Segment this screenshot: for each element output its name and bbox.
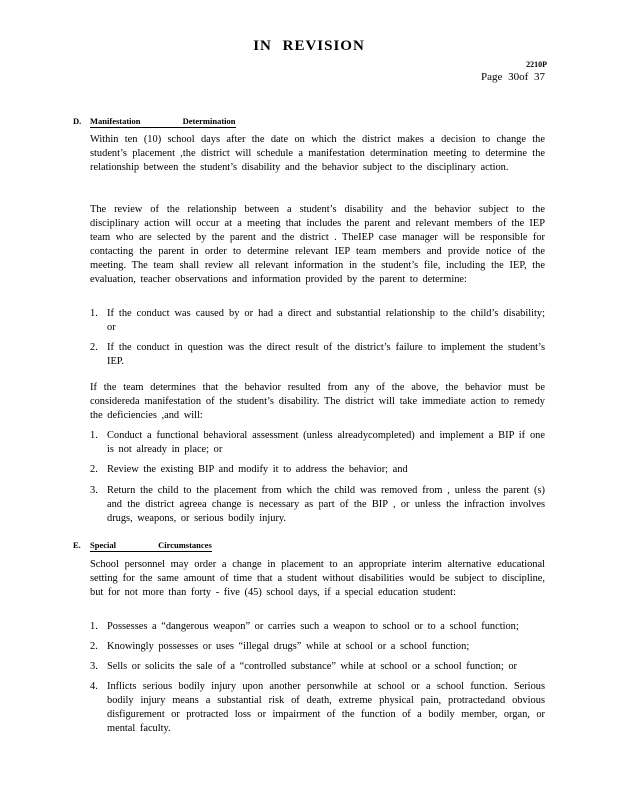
document-title: IN REVISION xyxy=(253,38,365,54)
section-d-letter: D. xyxy=(73,116,82,126)
section-e-title: Special Circumstances xyxy=(90,540,212,550)
list-item-number: 1. xyxy=(90,621,98,632)
list-item-number: 2. xyxy=(90,641,98,652)
list-item-text: If the conduct was caused by or had a direct and substantial relationship to the child’s disability; or xyxy=(107,308,545,334)
list-item-number: 4. xyxy=(90,681,98,692)
section-e-letter: E. xyxy=(73,540,81,550)
policy-code: 2210P xyxy=(526,60,547,69)
list-item-text: Return the child to the placement from which the child was removed from , unless the parent (s) and the district agreea change is necessary as part of the BIP , or unless the infraction involves drugs, weapons, or serious bodily injury. xyxy=(107,485,545,525)
list-item-text: Conduct a functional behavioral assessment (unless alreadycompleted) and implement a BIP if one is not already in place; or xyxy=(107,430,545,456)
section-d-paragraph-3: If the team determines that the behavior resulted from any of the above, the behavior must be considereda manifestation of the student’s disability. The district will take immediate action to remedy the deficiencies ,and will: xyxy=(90,382,545,422)
list-item-number: 3. xyxy=(90,661,98,672)
list-item-number: 2. xyxy=(90,342,98,353)
list-item xyxy=(90,429,545,457)
section-d-paragraph-1: Within ten (10) school days after the date on which the district makes a decision to change the student’s placement ,the district will schedule a manifestation determination meeting to determine the relationship between the student’s disability and the behavior subject to the disciplinary action. xyxy=(90,134,545,174)
list-item xyxy=(90,307,545,335)
list-item xyxy=(90,341,545,369)
section-d-title: Manifestation Determination xyxy=(90,116,236,126)
list-item xyxy=(90,680,545,736)
list-item-text: Review the existing BIP and modify it to address the behavior; and xyxy=(107,464,408,475)
list-item-number: 2. xyxy=(90,464,98,475)
list-item-text: If the conduct in question was the direct result of the district’s failure to implement the student’s IEP. xyxy=(107,342,545,368)
list-item-number: 1. xyxy=(90,430,98,441)
section-d-paragraph-2: The review of the relationship between a student’s disability and the behavior subject to the disciplinary action will occur at a meeting that includes the parent and relevant members of the IEP team who are selected by the parent and the district . TheIEP case manager will be responsible for contacting the parent in order to determine relevant IEP team members and provide notice of the meeting. The team shall review all relevant information in the student’s file, including the IEP, the evaluation, teacher observations and information provided by the parent to determine: xyxy=(90,204,545,286)
list-item xyxy=(90,660,545,674)
list-item xyxy=(90,463,545,477)
list-item-text: Inflicts serious bodily injury upon another personwhile at school or a school function. Serious bodily injury means a substantial risk of death, extreme physical pain, protractedand obvious disfigurement or protracted loss or impairment of the function of a bodily member, organ, or mental faculty. xyxy=(107,681,545,735)
list-item xyxy=(90,484,545,526)
page-number: Page 30of 37 xyxy=(480,71,545,83)
list-item xyxy=(90,620,545,634)
list-item-text: Sells or solicits the sale of a “controlled substance” while at school or a school function; or xyxy=(107,661,518,672)
list-item-text: Possesses a “dangerous weapon” or carries such a weapon to school or to a school function; xyxy=(107,621,519,632)
list-item-number: 1. xyxy=(90,308,98,319)
list-item-number: 3. xyxy=(90,485,98,496)
list-item xyxy=(90,640,545,654)
section-e-paragraph-1: School personnel may order a change in placement to an appropriate interim alternative educational setting for the same amount of time that a student without disabilities would be subject to discipline, but for not more than forty - five (45) school days, if a special education student: xyxy=(90,559,545,599)
list-item-text: Knowingly possesses or uses “illegal drugs” while at school or a school function; xyxy=(107,641,470,652)
